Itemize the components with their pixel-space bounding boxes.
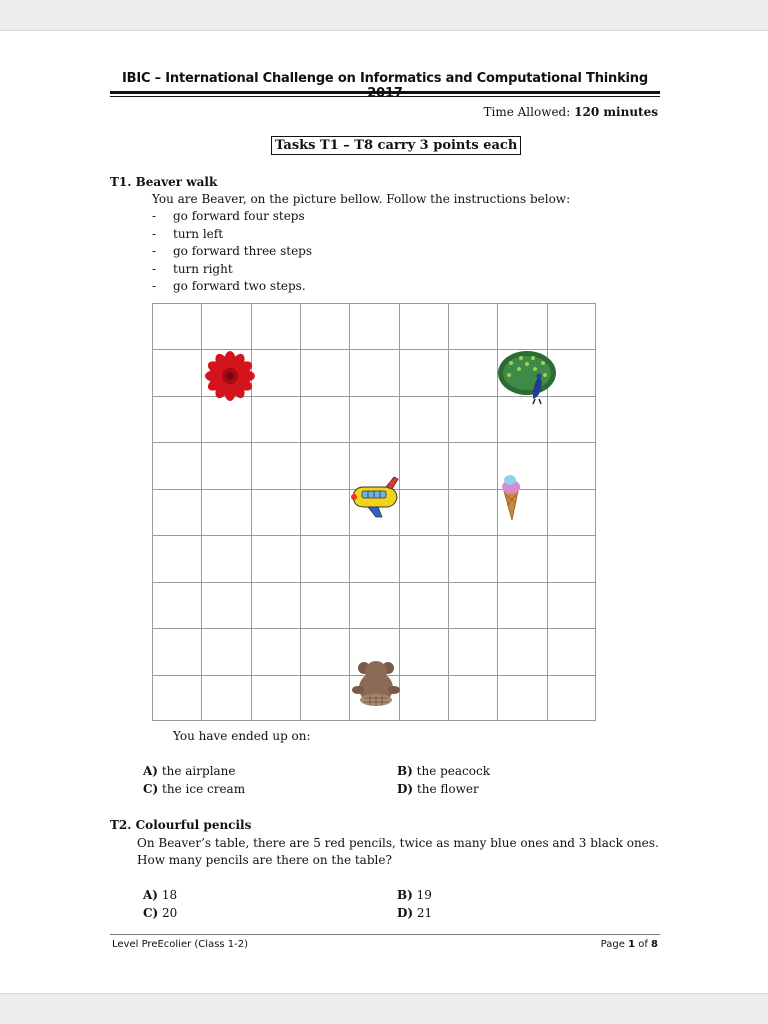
beaver-icon — [350, 658, 402, 708]
peacock-icon — [497, 349, 559, 405]
t1-question: You have ended up on: — [173, 729, 311, 743]
t1-intro: You are Beaver, on the picture bellow. Follow the instructions below: — [152, 192, 571, 206]
t1-option-a[interactable]: A) the airplane — [143, 764, 236, 778]
t2-line2: How many pencils are there on the table? — [137, 853, 392, 867]
header-rule-thin — [110, 96, 660, 97]
t2-option-d[interactable]: D) 21 — [397, 906, 433, 920]
footer-level: Level PreEcolier (Class 1-2) — [112, 939, 249, 950]
flower-icon — [204, 351, 256, 401]
t1-title: T1. Beaver walk — [110, 175, 218, 189]
t1-instructions — [152, 208, 312, 296]
instruction-item: - go forward two steps. — [152, 279, 306, 293]
time-allowed — [483, 105, 658, 119]
header-rule — [110, 91, 660, 94]
instruction-item: - turn left — [152, 226, 224, 241]
t1-option-b[interactable]: B) the peacock — [397, 764, 490, 778]
page-header-title: IBIC – International Challenge on Informatics and Computational Thinking — [122, 71, 648, 86]
footer-rule — [110, 934, 660, 935]
t2-option-b[interactable]: B) 19 — [397, 888, 432, 902]
instruction-item: - go forward four steps — [152, 209, 305, 223]
t2-line1: On Beaver’s table, there are 5 red pencils, twice as many blue ones and 3 black ones. — [137, 836, 659, 850]
t1-option-d[interactable]: D) the flower — [397, 782, 479, 796]
t2-option-a[interactable]: A) 18 — [143, 888, 178, 902]
footer-page-number: Page 1 of 8 — [600, 939, 658, 950]
t2-title: T2. Colourful pencils — [110, 818, 252, 832]
time-allowed-value: 120 minutes — [574, 105, 658, 119]
document-page — [0, 30, 768, 994]
t2-option-c[interactable]: C) 20 — [143, 906, 178, 920]
t1-option-c[interactable]: C) the ice cream — [143, 782, 246, 796]
tasks-points-box: Tasks T1 – T8 carry 3 points each — [271, 136, 521, 155]
ice-cream-icon — [498, 473, 524, 521]
airplane-icon — [350, 475, 400, 519]
beaver-walk-grid — [152, 303, 596, 721]
time-allowed-label: Time Allowed: — [483, 105, 571, 119]
instruction-item: - turn right — [152, 261, 233, 276]
instruction-item: - go forward three steps — [152, 244, 313, 258]
